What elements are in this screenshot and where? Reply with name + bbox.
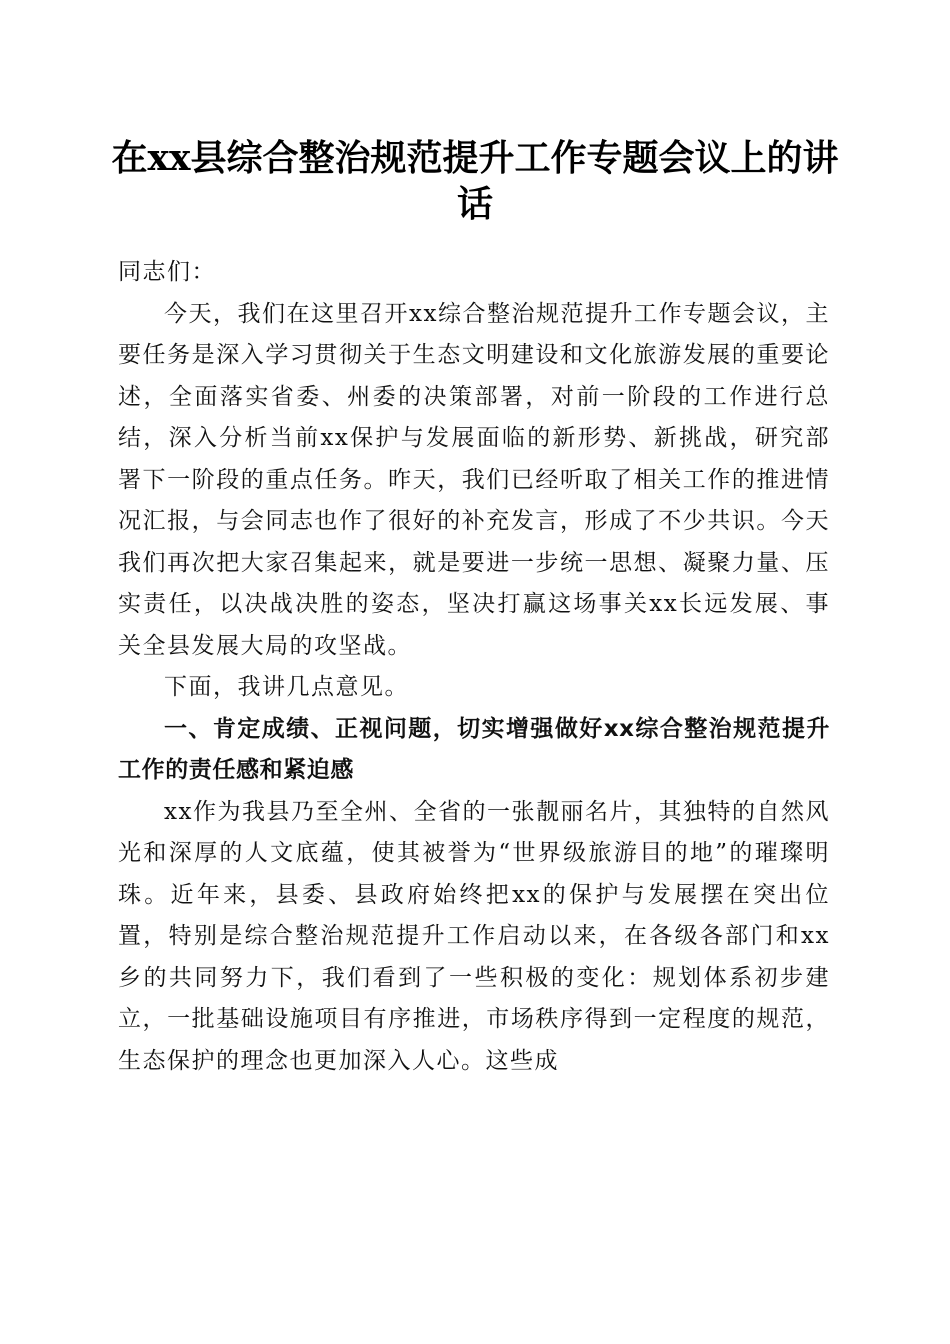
document-body bbox=[118, 252, 830, 1082]
salutation: 同志们： bbox=[118, 259, 216, 285]
section-heading-1: 一、肯定成绩、正视问题，切实增强做好xx综合整治规范提升工作的责任感和紧迫感 bbox=[118, 715, 830, 783]
paragraph-opening: 今天，我们在这里召开xx综合整治规范提升工作专题会议，主要任务是深入学习贯彻关于生态文明建设和文化旅游发展的重要论述，全面落实省委、州委的决策部署，对前一阶段的工作进行总结，深入分析当前xx保护与发展面临的新形势、新挑战，研究部署下一阶段的重点任务。昨天，我们已经听取了相关工作的推进情况汇报，与会同志也作了很好的补充发言，形成了不少共识。今天我们再次把大家召集起来，就是要进一步统一思想、凝聚力量、压实责任，以决战决胜的姿态，坚决打赢这场事关xx长远发展、事关全县发展大局的攻坚战。 bbox=[118, 300, 830, 659]
paragraph-section-1: xx作为我县乃至全州、全省的一张靓丽名片，其独特的自然风光和深厚的人文底蕴，使其被誉为“世界级旅游目的地”的璀璨明珠。近年来，县委、县政府始终把xx的保护与发展摆在突出位置，特别是综合整治规范提升工作启动以来，在各级各部门和xx乡的共同努力下，我们看到了一些积极的变化：规划体系初步建立，一批基础设施项目有序推进，市场秩序得到一定程度的规范，生态保护的理念也更加深入人心。这些成 bbox=[118, 798, 830, 1074]
paragraph-transition: 下面，我讲几点意见。 bbox=[164, 674, 409, 700]
document-title: 在xx县综合整治规范提升工作专题会议上的讲话 bbox=[111, 137, 839, 225]
